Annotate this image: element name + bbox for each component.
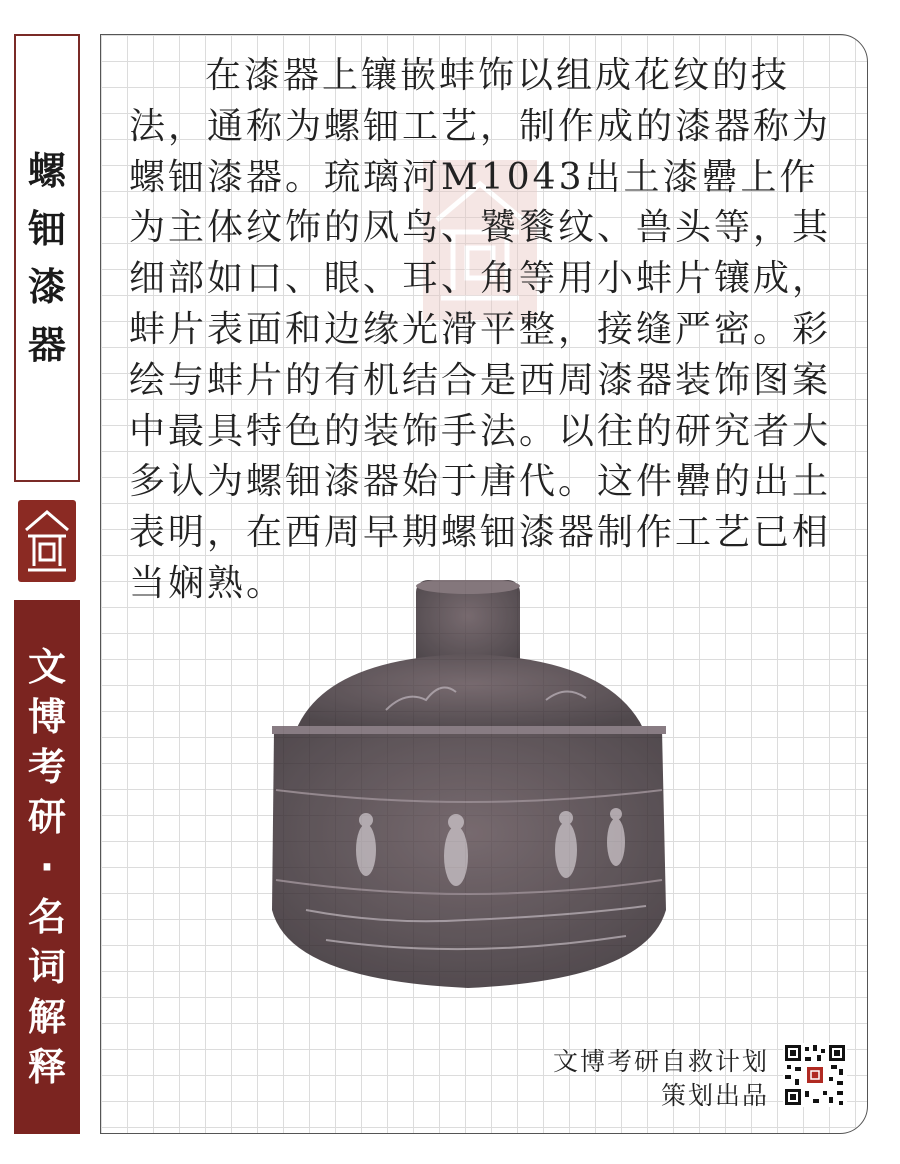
series-char: 解 [27, 995, 66, 1039]
red-seal-icon [18, 500, 76, 582]
article-body: 在漆器上镶嵌蚌饰以组成花纹的技法，通称为螺钿工艺，制作成的漆器称为螺钿漆器。琉璃河M1043出土漆罍上作为主体纹饰的凤鸟、饕餮纹、兽头等，其细部如口、眼、耳、角等用小蚌片镶成，蚌片表面和边缘光滑平整，接缝严密。彩绘与蚌片的有机结合是西周漆器装饰图案中最具特色的装饰手法。以往的研究者大多认为螺钿漆器始于唐代。这件罍的出土表明，在西周早期螺钿漆器制作工艺已相当娴熟。 [129, 55, 832, 604]
series-char: 考 [27, 745, 66, 789]
series-char: 名 [27, 895, 66, 939]
term-char: 器 [27, 323, 66, 367]
series-char: 博 [27, 695, 66, 739]
qr-code-icon [783, 1043, 847, 1107]
series-char: 文 [27, 645, 66, 689]
credit-block [553, 1045, 769, 1113]
series-title [14, 600, 80, 1134]
series-char: 词 [27, 945, 66, 989]
term-char: 螺 [27, 149, 66, 193]
term-char: 钿 [27, 207, 66, 251]
lacquer-jar-image [266, 580, 706, 1000]
credit-line-1: 文博考研自救计划 [552, 1047, 769, 1076]
series-char: 研 [27, 795, 66, 839]
content-card [100, 34, 868, 1134]
series-char: · [39, 845, 55, 889]
term-char: 漆 [27, 265, 66, 309]
term-title [14, 34, 80, 482]
credit-line-2: 策划出品 [660, 1081, 769, 1110]
series-char: 释 [27, 1045, 66, 1089]
